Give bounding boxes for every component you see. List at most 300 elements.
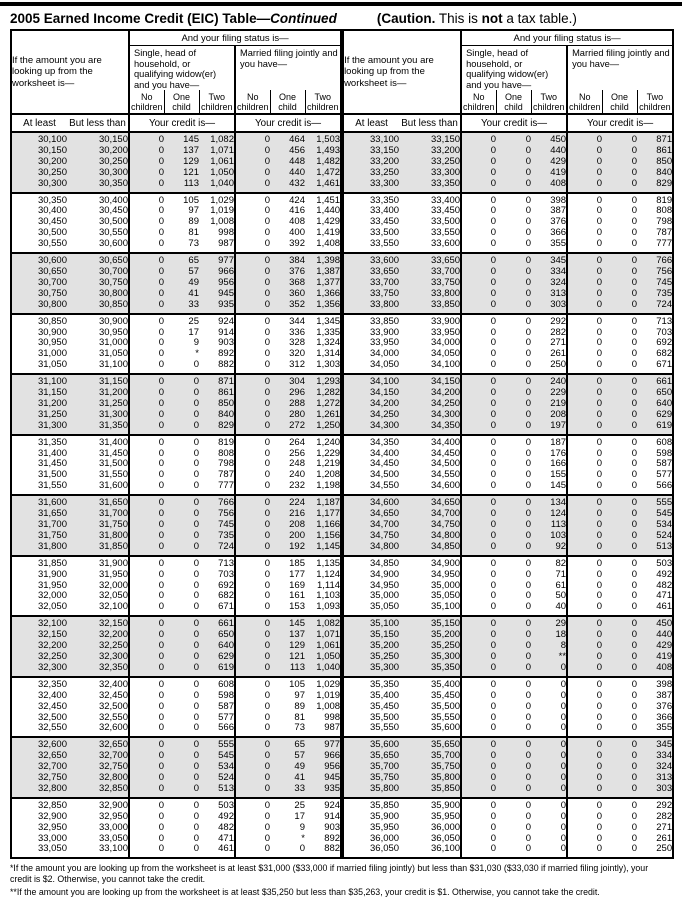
credit-cell: 81	[188, 227, 199, 239]
credit-cell: 0	[567, 410, 602, 421]
credit-cell: 0	[525, 387, 532, 399]
amount-cell: 32,500	[98, 700, 128, 712]
credit-cell: 798	[656, 216, 673, 228]
credit-cell: 113	[183, 177, 199, 189]
credit-cell: 777	[218, 480, 234, 492]
amount-cell: 33,050	[98, 832, 128, 844]
credit-cell: 0	[193, 508, 199, 520]
credit-cell: 1,293	[316, 376, 341, 388]
credit-cell: 1,145	[316, 540, 341, 552]
amount-cell: 35,400	[370, 689, 400, 701]
credit-cell: 0	[525, 810, 532, 822]
credit-cell: 0	[461, 531, 496, 542]
credit-cell: 0	[525, 497, 532, 509]
table-row	[11, 723, 341, 737]
amount-cell: 34,900	[431, 557, 461, 569]
credit-cell: 0	[631, 650, 638, 662]
amount-cell: 34,000	[431, 337, 461, 349]
amount-cell: 34,250	[431, 397, 461, 409]
credit-cell: 232	[289, 480, 305, 492]
credit-cell: 0	[631, 722, 638, 734]
single-group-label: Single, head of household, or qualifying widow(er) and you have—	[134, 48, 217, 90]
credit-cell: 0	[525, 216, 532, 228]
table-row	[11, 300, 341, 314]
amount-cell: 32,300	[98, 650, 128, 662]
amount-cell: 34,300	[370, 419, 400, 431]
credit-cell: 0	[567, 132, 602, 146]
amount-cell: 32,400	[98, 678, 128, 690]
credit-cell: 208	[550, 408, 567, 420]
credit-cell: 492	[218, 810, 234, 822]
amount-cell: 32,750	[98, 761, 128, 773]
credit-cell: 0	[525, 144, 532, 156]
credit-cell: 1,008	[316, 700, 341, 712]
credit-cell: 0	[567, 217, 602, 228]
credit-cell: 0	[567, 616, 602, 630]
credit-cell: 1,187	[316, 497, 341, 509]
credit-cell: 1,029	[210, 194, 234, 206]
credit-cell: 0	[235, 146, 270, 157]
but-less-than-label: But less than	[67, 114, 129, 132]
credit-cell: 0	[560, 711, 567, 723]
credit-cell: 0	[235, 338, 270, 349]
table-row	[343, 179, 673, 193]
credit-cell: 513	[656, 540, 673, 552]
credit-cell: 0	[631, 315, 638, 327]
married-group-label: Married filing jointly and you have—	[235, 46, 341, 91]
amount-cell: 30,400	[98, 194, 128, 206]
amount-cell: 34,650	[370, 508, 400, 520]
credit-cell: 419	[550, 166, 567, 178]
credit-cell: 0	[461, 570, 496, 581]
credit-cell: 216	[289, 508, 305, 520]
amount-cell: 34,900	[370, 568, 400, 580]
amount-cell: 35,000	[431, 579, 461, 591]
credit-cell: 0	[525, 590, 532, 602]
credit-cell: 892	[218, 348, 234, 360]
credit-cell: 0	[461, 388, 496, 399]
credit-cell: 0	[129, 410, 164, 421]
credit-cell: 1,240	[316, 436, 341, 448]
credit-cell: 0	[129, 289, 164, 300]
row-block	[11, 556, 341, 617]
credit-cell: 1,366	[316, 287, 341, 299]
amount-cell: 30,750	[98, 276, 128, 288]
credit-cell: 0	[631, 601, 638, 613]
credit-cell: 0	[525, 519, 532, 530]
amount-cell: 32,150	[37, 629, 67, 641]
credit-cell: 1,345	[316, 315, 341, 327]
credit-cell: 0	[525, 480, 532, 492]
amount-cell: 31,850	[37, 557, 67, 569]
credit-cell: 185	[289, 557, 305, 569]
credit-cell: 0	[525, 661, 532, 673]
credit-cell: 1,135	[316, 557, 341, 569]
amount-cell: 35,750	[431, 761, 461, 773]
credit-cell: 503	[218, 799, 234, 811]
credit-cell: 0	[193, 700, 199, 712]
amount-cell: 31,650	[98, 497, 128, 509]
credit-cell: 0	[631, 629, 638, 641]
credit-cell: 0	[193, 750, 199, 762]
credit-cell: 0	[235, 449, 270, 460]
credit-cell: 328	[289, 337, 305, 349]
credit-cell: 0	[193, 629, 199, 641]
footnote-double-asterisk: **If the amount you are looking up from the worksheet is at least $35,250 but less than $35,263, your credit is $1. Otherwise, you cannot take the credit.	[10, 887, 600, 898]
credit-cell: 0	[299, 843, 305, 855]
credit-cell: 0	[525, 238, 532, 250]
credit-cell: 0	[461, 602, 496, 616]
table-row	[343, 481, 673, 495]
credit-cell: 0	[631, 265, 638, 277]
credit-cell: 0	[567, 798, 602, 812]
amount-cell: 35,750	[370, 772, 400, 784]
credit-cell: 0	[129, 179, 164, 193]
amount-cell: 34,450	[431, 447, 461, 459]
credit-cell: 0	[235, 531, 270, 542]
credit-cell: 1,324	[316, 337, 341, 349]
amount-cell: 35,600	[370, 739, 400, 751]
credit-cell: 155	[550, 469, 567, 481]
amount-cell: 31,700	[98, 508, 128, 520]
amount-cell: 35,100	[370, 618, 400, 630]
credit-cell: 0	[525, 348, 532, 360]
credit-cell: 0	[560, 843, 567, 855]
credit-cell: 0	[193, 832, 199, 844]
credit-cell: 577	[218, 711, 234, 723]
credit-cell: 0	[567, 652, 602, 663]
credit-cell: 145	[183, 134, 199, 145]
credit-cell: 0	[567, 459, 602, 470]
amount-cell: 35,700	[431, 750, 461, 762]
credit-cell: 0	[525, 568, 532, 580]
table-row	[11, 239, 341, 253]
amount-cell: 34,150	[431, 376, 461, 388]
credit-cell: 671	[218, 601, 234, 613]
credit-cell: 0	[193, 689, 199, 701]
col-head-single-one-child: One child	[164, 90, 199, 114]
credit-cell: 0	[567, 630, 602, 641]
amount-cell: 31,800	[98, 529, 128, 541]
amount-cell: 34,600	[370, 497, 400, 509]
credit-cell: 461	[656, 601, 673, 613]
credit-cell: 0	[235, 314, 270, 328]
credit-cell: 0	[560, 799, 567, 811]
credit-cell: 271	[550, 337, 567, 349]
credit-cell: 0	[129, 300, 164, 314]
credit-cell: 703	[218, 568, 234, 580]
credit-cell: 0	[129, 132, 164, 146]
credit-cell: 0	[461, 737, 496, 751]
credit-cell: 0	[235, 812, 270, 823]
credit-cell: 145	[289, 618, 305, 630]
credit-cell: 0	[129, 834, 164, 845]
credit-cell: 0	[567, 338, 602, 349]
amount-cell: 32,950	[37, 821, 67, 833]
row-block	[11, 737, 341, 798]
credit-cell: 0	[235, 459, 270, 470]
credit-cell: 0	[461, 193, 496, 207]
credit-cell: 0	[193, 480, 199, 492]
amount-cell: 35,500	[431, 700, 461, 712]
credit-cell: 787	[656, 227, 673, 239]
credit-cell: 0	[631, 832, 638, 844]
amount-cell: 32,600	[98, 722, 128, 734]
amount-cell: 36,050	[431, 832, 461, 844]
table-row	[343, 193, 673, 207]
amount-cell: 33,250	[431, 155, 461, 167]
credit-cell: 0	[193, 782, 199, 794]
amount-cell: 35,950	[431, 810, 461, 822]
amount-cell: 35,350	[370, 678, 400, 690]
credit-cell: 440	[550, 144, 567, 156]
credit-cell: 566	[218, 722, 234, 734]
credit-cell: 0	[567, 713, 602, 724]
credit-cell: 261	[656, 832, 673, 844]
amount-cell: 32,600	[37, 739, 67, 751]
credit-cell: 640	[218, 640, 234, 652]
table-row	[11, 132, 341, 146]
credit-cell: 945	[218, 287, 234, 299]
credit-cell: 0	[631, 469, 638, 481]
credit-cell: 0	[461, 328, 496, 339]
credit-cell: 0	[129, 652, 164, 663]
table-row	[343, 495, 673, 509]
credit-cell: 0	[235, 206, 270, 217]
row-block	[11, 677, 341, 738]
credit-cell: 0	[461, 481, 496, 495]
credit-cell: 250	[656, 843, 673, 855]
credit-cell: 0	[567, 157, 602, 168]
credit-cell: 1,008	[210, 216, 234, 228]
credit-cell: 0	[631, 590, 638, 602]
col-head-single-no-children: No children	[463, 92, 495, 112]
credit-cell: 0	[631, 447, 638, 459]
amount-cell: 32,550	[98, 711, 128, 723]
credit-cell: 224	[289, 497, 305, 509]
amount-cell: 32,650	[98, 739, 128, 751]
credit-cell: 924	[324, 799, 341, 811]
amount-cell: 32,700	[37, 761, 67, 773]
credit-cell: 587	[218, 700, 234, 712]
amount-cell: 33,750	[370, 287, 400, 299]
credit-cell: 0	[129, 314, 164, 328]
credit-cell: 250	[550, 359, 567, 371]
amount-cell: 30,900	[37, 326, 67, 338]
amount-cell: 33,000	[98, 821, 128, 833]
credit-cell: 0	[461, 314, 496, 328]
credit-cell: 0	[560, 810, 567, 822]
amount-cell: 33,550	[431, 227, 461, 239]
credit-cell: 1,019	[210, 205, 234, 217]
credit-cell: 0	[567, 773, 602, 784]
credit-cell: 345	[550, 255, 567, 267]
credit-cell: 303	[550, 298, 567, 310]
credit-cell: 121	[183, 166, 199, 178]
credit-cell: 41	[294, 772, 305, 784]
table-row	[343, 737, 673, 751]
amount-cell: 35,200	[370, 640, 400, 652]
credit-cell: 398	[656, 678, 673, 690]
credit-cell: 0	[461, 228, 496, 239]
credit-cell: 0	[235, 556, 270, 570]
credit-cell: 0	[129, 591, 164, 602]
row-block	[11, 435, 341, 496]
credit-cell: 735	[218, 529, 234, 541]
credit-cell: 292	[550, 315, 567, 327]
credit-cell: 0	[525, 436, 532, 448]
credit-cell: 0	[235, 300, 270, 314]
table-row	[343, 421, 673, 435]
amount-cell: 34,000	[370, 348, 400, 360]
credit-cell: 0	[567, 784, 602, 798]
credit-cell: 1,377	[316, 276, 341, 288]
row-block	[343, 193, 673, 254]
credit-cell: 0	[193, 458, 199, 470]
amount-cell: 33,450	[431, 205, 461, 217]
amount-cell: 30,450	[98, 205, 128, 217]
row-block	[343, 253, 673, 314]
amount-cell: 35,850	[370, 799, 400, 811]
credit-cell: 0	[525, 843, 532, 855]
amount-cell: 33,500	[431, 216, 461, 228]
credit-cell: 0	[567, 677, 602, 691]
amount-cell: 30,750	[37, 287, 67, 299]
credit-cell: 0	[525, 761, 532, 773]
credit-cell: 0	[567, 641, 602, 652]
credit-cell: 0	[631, 799, 638, 811]
credit-cell: 49	[188, 276, 199, 288]
eic-table-panel-left	[10, 29, 342, 859]
credit-cell: 0	[461, 206, 496, 217]
credit-cell: 416	[289, 205, 305, 217]
amount-cell: 36,000	[370, 832, 400, 844]
credit-cell: 0	[129, 844, 164, 858]
credit-cell: 25	[294, 799, 305, 811]
amount-cell: 35,150	[370, 629, 400, 641]
credit-cell: 777	[656, 238, 673, 250]
amount-cell: 30,350	[98, 177, 128, 189]
credit-cell: 0	[235, 844, 270, 858]
row-block	[343, 737, 673, 798]
table-row	[343, 844, 673, 858]
table-row	[343, 723, 673, 737]
row-block	[343, 556, 673, 617]
amount-cell: 31,350	[37, 436, 67, 448]
credit-cell: 0	[567, 509, 602, 520]
credit-cell: 534	[218, 761, 234, 773]
lookup-label: If the amount you are looking up from the worksheet is—	[343, 30, 461, 114]
credit-cell: 124	[550, 508, 567, 520]
credit-cell: 345	[656, 739, 673, 751]
credit-cell: 650	[656, 387, 673, 399]
credit-cell: 1,208	[316, 469, 341, 481]
amount-cell: 32,100	[98, 601, 128, 613]
credit-cell: 798	[218, 458, 234, 470]
amount-cell: 35,450	[431, 689, 461, 701]
credit-cell: 998	[218, 227, 234, 239]
credit-cell: 0	[235, 652, 270, 663]
credit-cell: 650	[218, 629, 234, 641]
credit-cell: 0	[631, 458, 638, 470]
credit-cell: 0	[193, 387, 199, 399]
credit-cell: 0	[525, 618, 532, 630]
table-row	[343, 314, 673, 328]
table-row	[11, 663, 341, 677]
credit-cell: 0	[461, 652, 496, 663]
credit-cell: 0	[235, 253, 270, 267]
at-least-label: At least	[343, 114, 399, 132]
amount-cell: 30,150	[37, 144, 67, 156]
credit-cell: 0	[129, 228, 164, 239]
credit-cell: 0	[129, 581, 164, 592]
amount-cell: 31,600	[98, 480, 128, 492]
credit-cell: 65	[294, 739, 305, 751]
credit-cell: 1,493	[316, 144, 341, 156]
amount-cell: 30,150	[98, 134, 128, 145]
credit-cell: 0	[129, 217, 164, 228]
credit-cell: 998	[324, 711, 341, 723]
credit-cell: 608	[656, 436, 673, 448]
amount-cell: 35,850	[431, 782, 461, 794]
amount-cell: 34,750	[370, 529, 400, 541]
table-row	[11, 193, 341, 207]
credit-cell: 1,250	[316, 419, 341, 431]
credit-cell: 0	[631, 810, 638, 822]
row-block	[11, 314, 341, 375]
amount-cell: 35,650	[370, 750, 400, 762]
credit-cell: 313	[656, 772, 673, 784]
table-row	[11, 616, 341, 630]
amount-cell: 31,500	[37, 469, 67, 481]
credit-cell: 0	[461, 179, 496, 193]
credit-cell: 0	[193, 568, 199, 580]
credit-cell: 61	[555, 579, 567, 591]
credit-cell: 464	[289, 134, 305, 145]
credit-cell: 450	[656, 618, 673, 630]
credit-cell: 1,040	[210, 177, 234, 189]
credit-cell: 1,282	[316, 387, 341, 399]
table-row	[343, 374, 673, 388]
credit-cell: 0	[235, 399, 270, 410]
amount-cell: 30,800	[37, 298, 67, 310]
credit-cell: 113	[289, 661, 305, 673]
row-block	[343, 132, 673, 193]
credit-cell: 271	[656, 821, 673, 833]
at-least-label: At least	[11, 114, 67, 132]
credit-cell: 0	[631, 678, 638, 690]
credit-cell: 882	[324, 843, 341, 855]
col-head-married-one-child: One child	[270, 90, 305, 114]
credit-cell: 0	[567, 812, 602, 823]
credit-cell: 166	[550, 458, 567, 470]
credit-cell: 0	[525, 376, 532, 388]
credit-cell: 0	[129, 702, 164, 713]
credit-cell: 49	[294, 761, 305, 773]
eic-table-panel-right	[342, 29, 674, 859]
amount-cell: 32,650	[37, 750, 67, 762]
credit-cell: 0	[235, 520, 270, 531]
credit-cell: 0	[631, 337, 638, 349]
credit-cell: 0	[461, 289, 496, 300]
credit-cell: 0	[129, 193, 164, 207]
credit-cell: 0	[193, 540, 199, 552]
panel-header	[343, 30, 673, 132]
credit-cell: 0	[525, 276, 532, 288]
eic-table-page	[0, 2, 682, 898]
amount-cell: 34,150	[370, 387, 400, 399]
filing-status-label: And your filing status is—	[461, 30, 673, 46]
